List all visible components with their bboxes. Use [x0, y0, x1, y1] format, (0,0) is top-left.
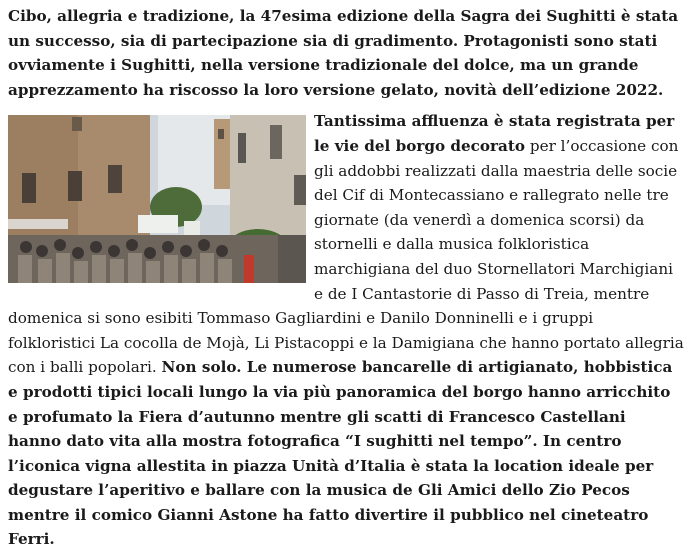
- body-text: per l’occasione con gli addobbi realizzati dalla maestria delle socie del Cif di Montecassiano e rallegrato nelle tre giornate (da venerdì a domenica scorsi) da stornelli e dalla musica folkloristica marchigiana del duo Stornellatori Marchigiani e de I Cantastorie di Passo di Treia, mentre domenica si sono esibiti Tommaso Gagliardini e Danilo Donninelli e i gruppi folkloristici La cocolla de Mojà, Li Pistacoppi e la Damigiana che hanno portato allegria con i balli popolari.: [8, 136, 684, 377]
- article-lead: Cibo, allegria e tradizione, la 47esima edizione della Sagra dei Sughitti è stata un successo, sia di partecipazione sia di gradimento. Protagonisti sono stati ovviamente i Sughitti, nella versione tradizionale del dolce, ma un grande apprezzamento ha riscosso la loro versione gelato, novità dell’edizione 2022.: [8, 7, 679, 99]
- festival-photo: [8, 115, 306, 283]
- body-highlight-1: Tantissima affluenza è stata registrata per le vie del borgo decorato: [314, 112, 675, 155]
- body-highlight-2: Non solo. Le numerose bancarelle di artigianato, hobbistica e prodotti tipici locali lungo la via più panoramica del borgo hanno arricchito e profumato la Fiera d’autunno mentre gli scatti di Francesco Castellani hanno dato vita alla mostra fotografica “I sughitti nel tempo”. In centro l’iconica vigna allestita in piazza Unità d’Italia è stata la location ideale per degustare l’aperitivo e ballare con la musica de Gli Amici dello Zio Pecos mentre il comico Gianni Astone ha fatto divertire il pubblico nel cineteatro Ferri.: [8, 358, 673, 549]
- article: [8, 4, 684, 552]
